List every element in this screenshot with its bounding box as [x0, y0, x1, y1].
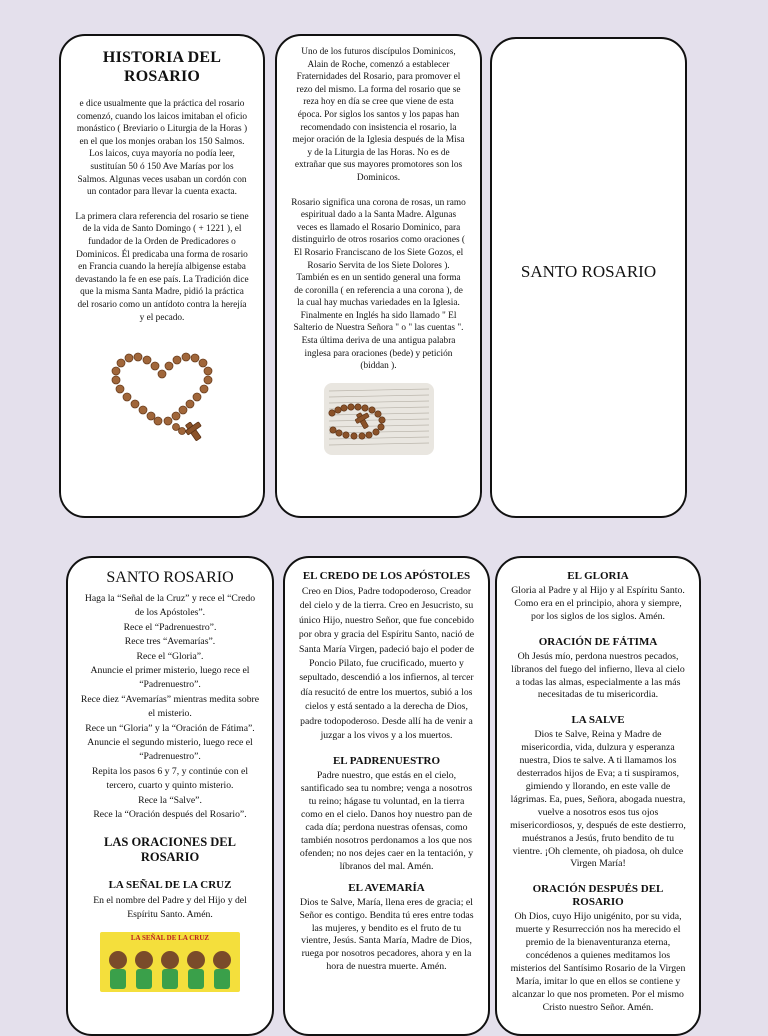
prayer-text: Dios te Salve, María, llena eres de gracia; el Señor es contigo. Bendita tú eres entre todas las mujeres, y bendito es el fruto de tu vientre, Jesús. Santa María, Madre de Dios, ruega por nosotros pecadores, ahora y en la hora de nuestra muerte. Amén.: [299, 896, 474, 973]
prayer-title: LA SALVE: [571, 714, 625, 727]
paragraph: La primera clara referencia del rosario se tiene de la vida de Santo Domingo ( + 1221 ), el fundador de la Orden de Predicadores o Dominicos. Él predicaba una forma de rosario en Francia cuando la herejía albigense estaba devastando la fe en ese país. La Tradición dice que la misma Santa Madre, pidió la práctica del rosario como un antídoto contra la herejía y el pecado.: [75, 211, 249, 323]
prayer-title: EL AVEMARÍA: [348, 881, 425, 894]
prayer-title: ORACIÓN DE FÁTIMA: [538, 635, 658, 648]
panel-historia: [59, 34, 265, 518]
prayer-title: LA SEÑAL DE LA CRUZ: [108, 878, 232, 891]
section-title: LAS ORACIONES DEL ROSARIO: [104, 834, 236, 864]
children-praying-icon: [100, 942, 240, 992]
sign-of-cross-image: [100, 932, 240, 992]
panel-oraciones-2: [495, 556, 701, 1036]
image-caption: LA SEÑAL DE LA CRUZ: [130, 934, 210, 943]
prayer-text: Gloria al Padre y al Hijo y al Espíritu Santo. Como era en el principio, ahora y siempre, por los siglos de los siglos. Amén.: [511, 585, 685, 622]
panel-cover: [490, 37, 687, 518]
rosary-heart-image: [106, 338, 218, 442]
panel-oraciones-1: [283, 556, 490, 1036]
rosary-steps: Haga la “Señal de la Cruz” y rece el “Credo de los Apóstoles”. Rece el “Padrenuestro”. Rece tres “Avemarías”. Rece el “Gloria”. Anuncie el primer misterio, luego rece el “Padrenuestro”. Rece diez “Avemarías” mientras medita sobre el misterio. Rece un “Gloria” y la “Oración de Fátima”. Anuncie el segundo misterio, luego rece el “Padrenuestro”. Repita los pasos 6 y 7, y continúe con el tercero, cuarto y quinto misterio. Rece la “Salve”. Rece la “Oración después del Rosario”.: [80, 593, 260, 821]
panel-historia-2: [275, 34, 482, 518]
prayer-text: Dios te Salve, Reina y Madre de misericordia, vida, dulzura y esperanza nuestra, Dios te salve. A ti llamamos los desterrados hijos de Eva; a ti suspiramos, gimiendo y llorando, en este valle de lágrimas. Ea, pues, Señora, abogada nuestra, vuelve a nosotros esos tus ojos misericordiosos, y, después de este destierro, muéstranos a Jesús, fruto bendito de tu vientre. ¡Oh clemente, oh piadosa, oh dulce Virgen María!: [510, 729, 686, 870]
cover-title: SANTO ROSARIO: [520, 262, 657, 281]
rosary-on-bible-icon: [324, 383, 434, 455]
prayer-title: EL PADRENUESTRO: [332, 755, 441, 768]
rosary-bible-image: [324, 383, 434, 455]
prayer-text: Creo en Dios, Padre todopoderoso, Creador del cielo y de la tierra. Creo en Jesucristo, su único Hijo, nuestro Señor, que fue concebido por obra y gracia del Espíritu Santo, nació de Santa María Virgen, padeció bajo el poder de Poncio Pilato, fue crucificado, muerto y sepultado, descendió a los infiernos, al tercer día resucitó de entre los muertos, subió a los cielos y está sentado a la derecha de Dios, padre todopoderoso. Desde allí ha de venir a juzgar a los vivos y a los muertos.: [298, 586, 475, 742]
prayer-title: EL CREDO DE LOS APÓSTOLES: [302, 570, 471, 582]
panel-title: SANTO ROSARIO: [106, 569, 234, 586]
prayer-text: Padre nuestro, que estás en el cielo, santificado sea tu nombre; venga a nosotros tu reino; hágase tu voluntad, en la tierra como en el cielo. Danos hoy nuestro pan de cada día; perdona nuestras ofensas, como también nosotros perdonamos a los que nos ofenden; no nos dejes caer en la tentación, y líbranos del mal. Amén.: [299, 770, 474, 872]
rosary-heart-icon: [106, 338, 218, 442]
prayer-text: Oh Dios, cuyo Hijo unigénito, por su vida, muerte y Resurrección nos ha merecido el premio de la bienaventuranza eterna, concédenos a quienes meditamos los misterios del Santísimo Rosario de la Virgen María, imitar lo que en ellos se contiene y alcanzar lo que nos prometen. Por el mismo Cristo nuestro Señor. Amén.: [510, 911, 686, 1013]
panel-santo-rosario: [66, 556, 274, 1036]
prayer-text: En el nombre del Padre y del Hijo y del Espíritu Santo. Amén.: [93, 894, 247, 920]
paragraph: Rosario significa una corona de rosas, un ramo espiritual dado a la Santa Madre. Algunas veces es llamado el Rosario Dominico, para distinguirlo de otros rosarios como oraciones ( El Rosario Franciscano de los Siete Gozos, el Rosario Servita de los Siete Dolores ). También es en un sentido general una forma de coronilla ( en referencia a una corona ), de la cual hay muchas variedades en la Iglesia. Finalmente en Inglés ha sido llamado " El Salterio de Nuestra Señora " o " las cuentas ". Esta última deriva de una antigua palabra inglesa para oraciones (bede) y petición (biddan ).: [291, 197, 466, 372]
paragraph: e dice usualmente que la práctica del rosario comenzó, cuando los laicos imitaban el oficio monástico ( Breviario o Liturgia de la Horas ) en el que los monjes oraban los 150 Salmos. Los laicos, cuya mayoría no podía leer, sustituían 50 ó 150 Ave Marías por los Salmos. Algunas veces usaban un cordón con un contador para llevar la cuenta exacta.: [76, 99, 248, 198]
panel-title: HISTORIA DEL ROSARIO: [102, 49, 222, 85]
prayer-text: Oh Jesús mío, perdona nuestros pecados, líbranos del fuego del infierno, lleva al cielo a todas las almas, especialmente a las más necesitadas de tu misericordia.: [511, 650, 685, 701]
prayer-title: ORACIÓN DESPUÉS DEL ROSARIO: [532, 883, 664, 909]
prayer-title: EL GLORIA: [567, 570, 629, 582]
paragraph: Uno de los futuros discípulos Dominicos, Alain de Roche, comenzó a establecer Fraternidades del Rosario, para promover el rezo del mismo. La forma del rosario que se reza hoy en día se cree que viene de esta época. Por siglos los santos y los papas han recomendado con insistencia el rosario, la mejor oración de la Iglesia después de la Misa y de la Liturgia de las Horas. No es de extrañar que sus mayores promotores son los Dominicos.: [292, 47, 465, 183]
